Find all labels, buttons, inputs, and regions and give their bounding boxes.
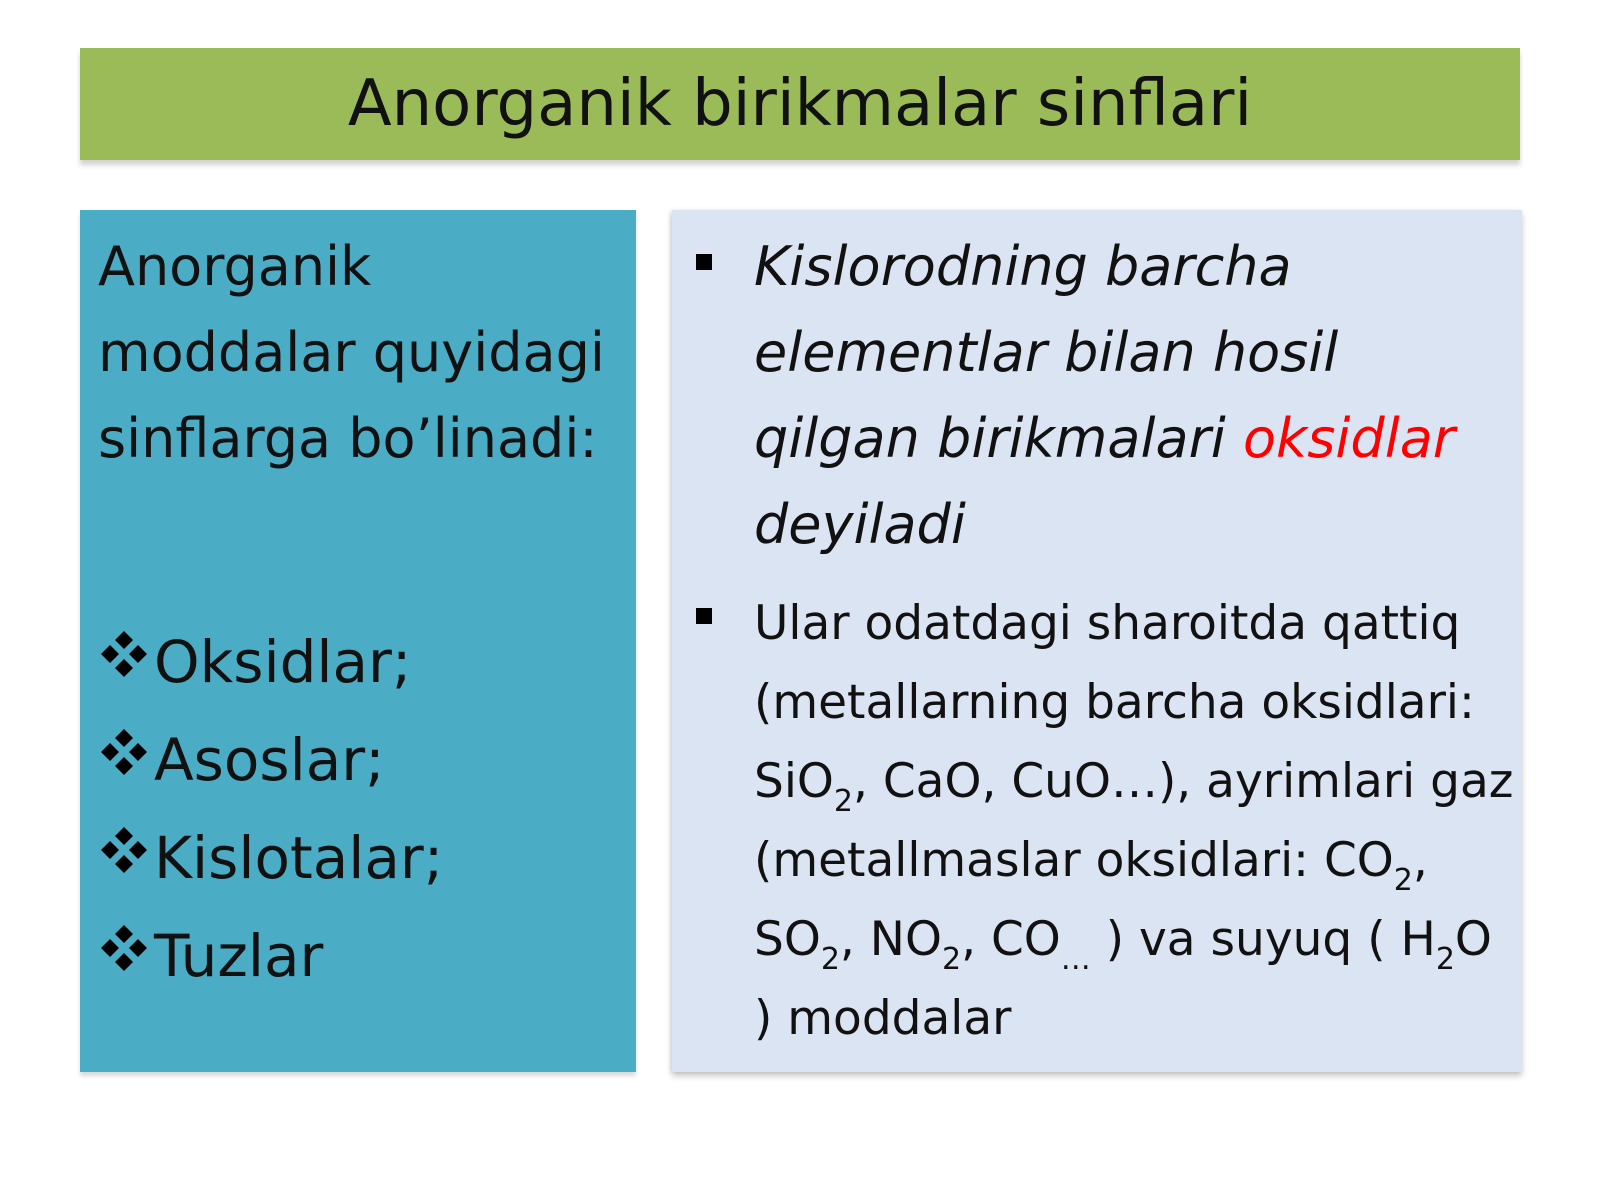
diamond-bullet-icon [98,824,154,884]
diamond-bullet-icon [98,628,154,688]
class-list [98,622,626,1014]
list-item [98,720,626,818]
subscript: 2 [1393,863,1413,898]
text-segment: ) va suyuq ( H [1090,912,1436,967]
class-label: Kislotalar; [154,824,444,892]
subscript: 2 [1435,942,1455,977]
slide-title: Anorganik birikmalar sinflari [347,67,1253,141]
list-item [98,622,626,720]
list-item [98,916,626,1014]
subscript: 2 [820,942,840,977]
highlight-term: oksidlar [1242,407,1455,470]
text-segment: O ) moddalar [754,912,1492,1046]
class-label: Oksidlar; [154,628,412,696]
class-label: Asoslar; [154,726,385,794]
definition-bullet [696,224,1516,568]
definition-main: Kislorodning barcha elementlar bilan hosil qilgan birikmalari [754,235,1339,470]
subscript: 2 [941,942,962,977]
square-bullet-icon [696,608,712,624]
properties-text [754,584,1516,1058]
properties-bullet [696,584,1516,1058]
text-segment: , CO [961,912,1061,967]
text-segment: , SO [754,833,1428,967]
classes-panel [80,210,636,1072]
subscript: 2 [833,784,853,819]
intro-text: Anorganik moddalar quyidagi sinflarga bo’linadi: [98,235,605,470]
diamond-bullet-icon [98,726,154,786]
subscript: … [1060,942,1091,977]
definition-end: deyiladi [754,493,966,556]
text-segment: , CaO, CuO…), ayrimlari gaz (metallmaslar oksidlari: CO [754,754,1514,888]
title-bar [80,48,1520,160]
square-bullet-icon [696,254,712,270]
list-item [98,818,626,916]
class-label: Tuzlar [154,922,324,990]
diamond-bullet-icon [98,922,154,982]
definition-panel [672,210,1522,1072]
text-segment: , NO [839,912,942,967]
definition-text [754,224,1516,568]
text-segment: Ular odatdagi sharoitda qattiq (metallarning barcha oksidlari: SiO [754,596,1475,809]
